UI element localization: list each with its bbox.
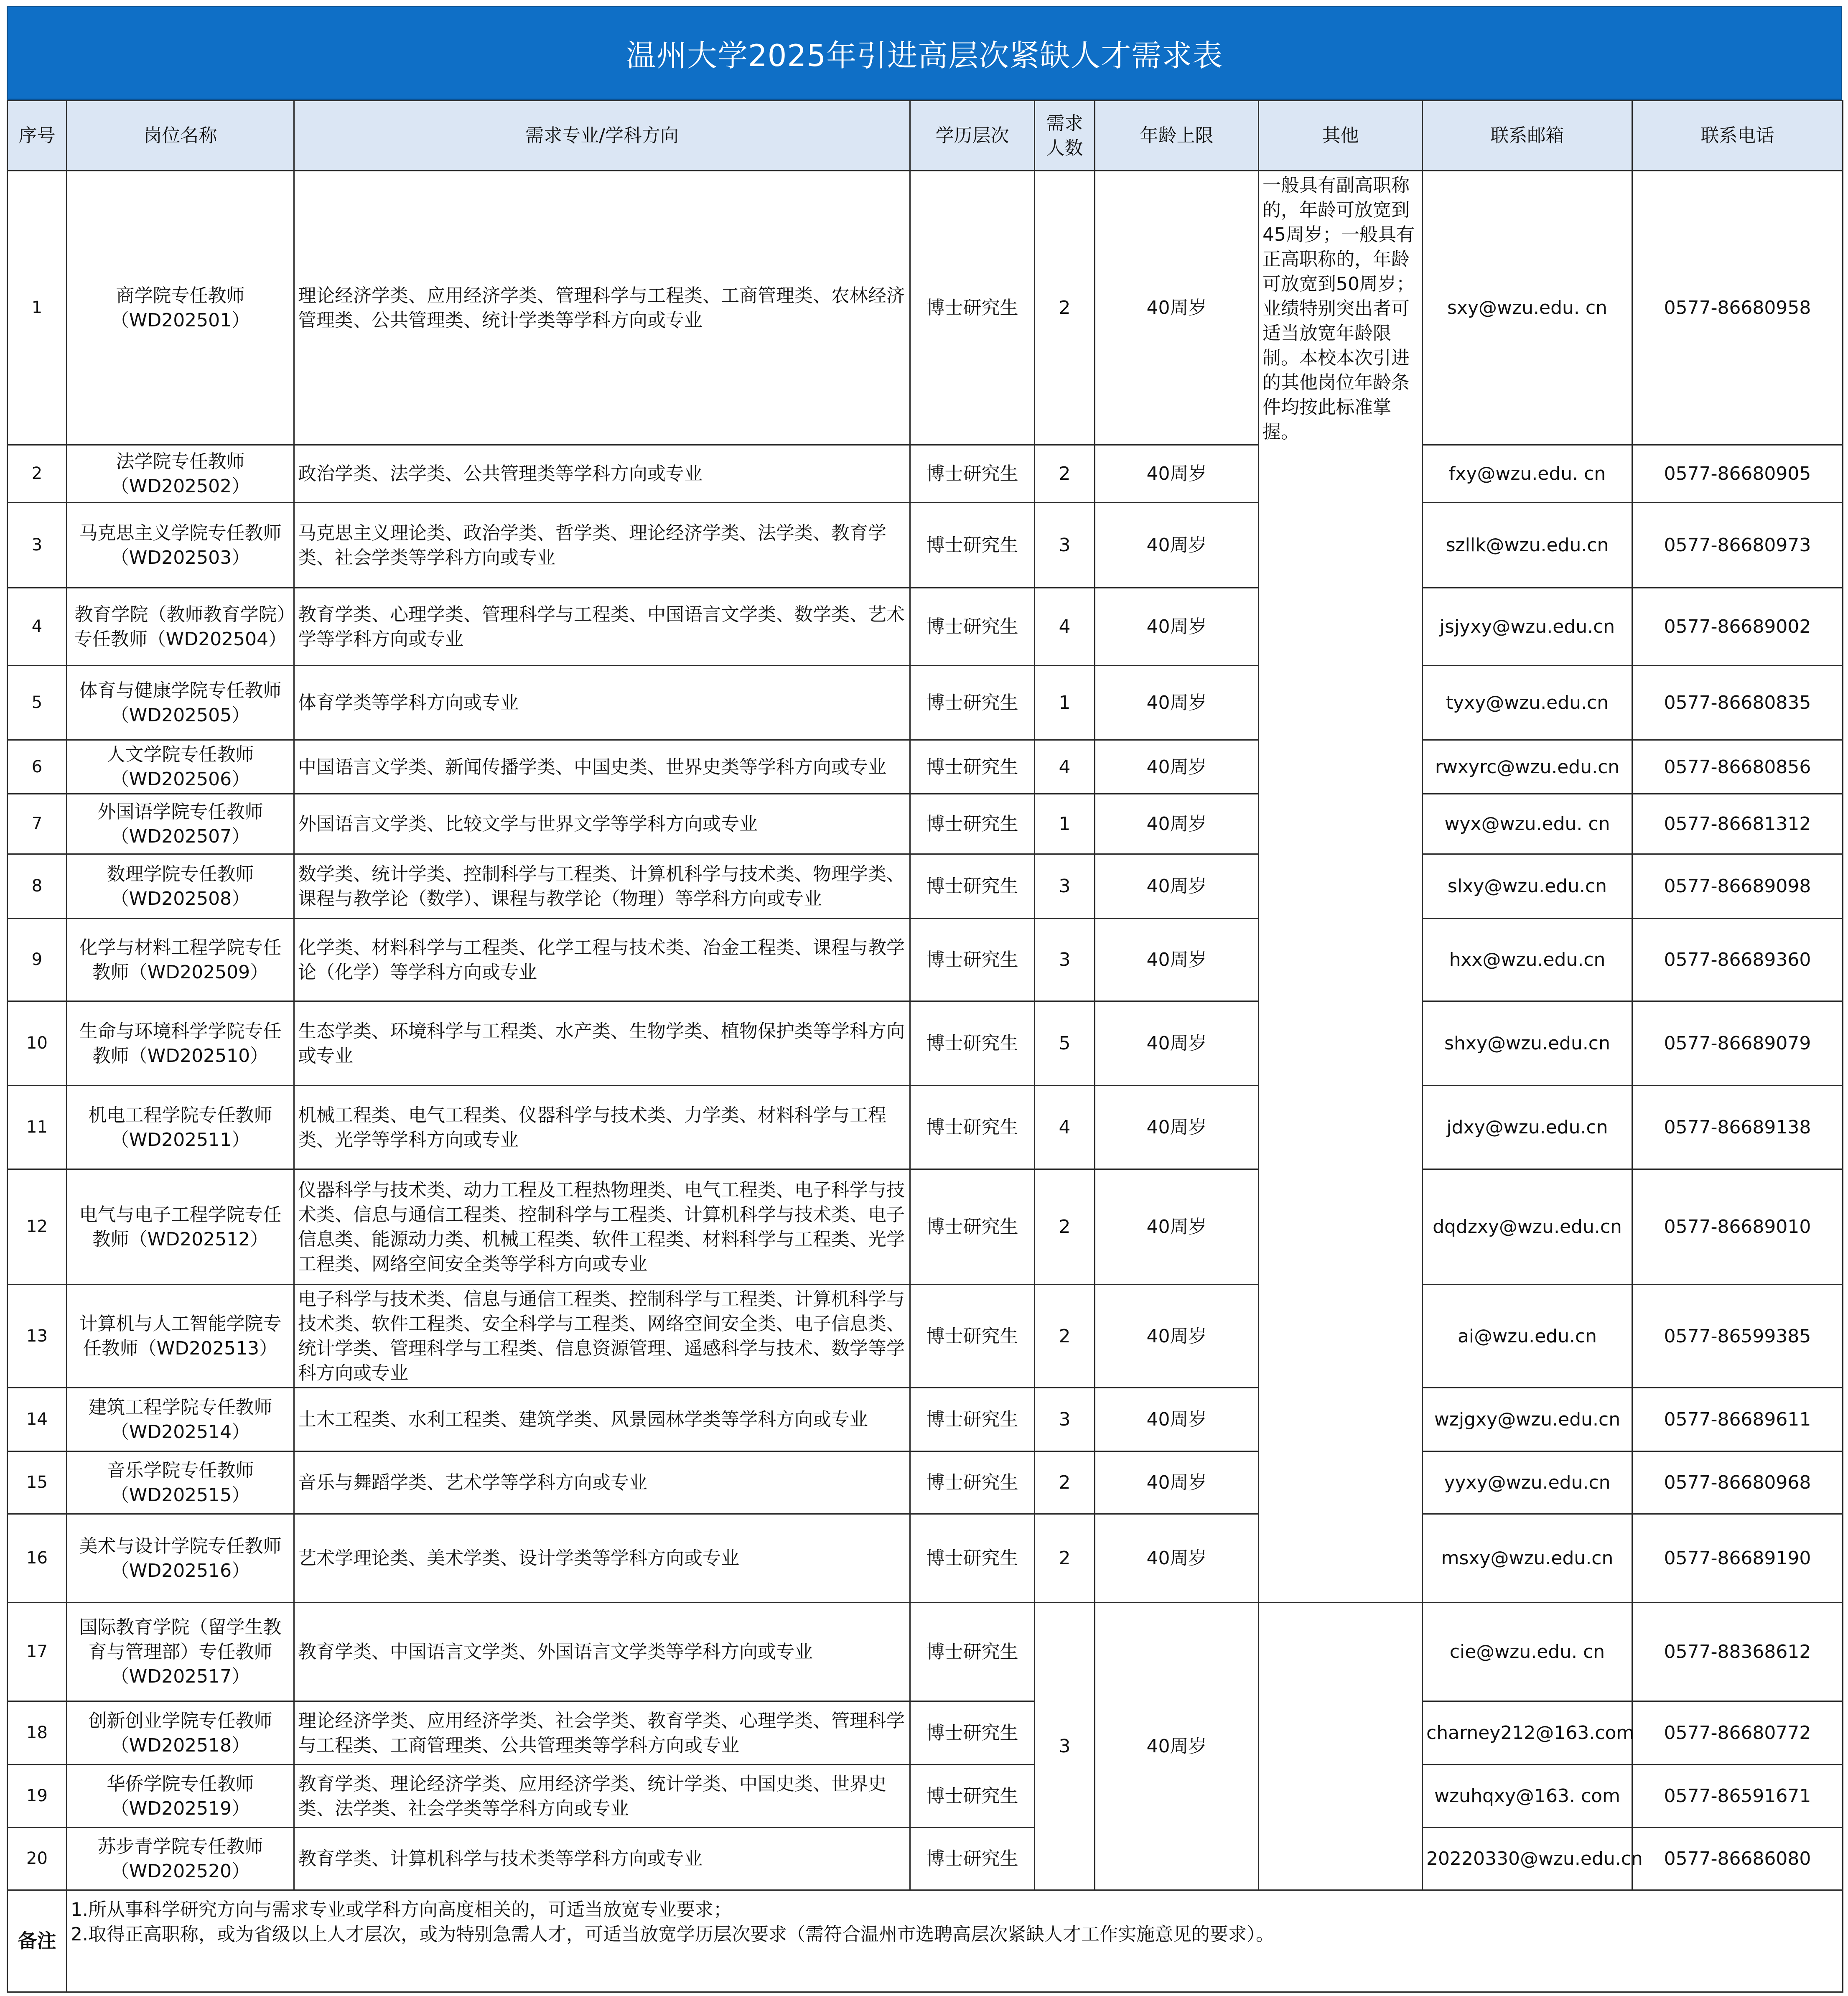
- required-majors: 教育学类、理论经济学类、应用经济学类、统计学类、中国史类、世界史类、法学类、社会学类等学科方向或专业: [294, 1765, 910, 1828]
- position-name: 美术与设计学院专任教师（WD202516）: [67, 1514, 294, 1603]
- contact-email: shxy@wzu.edu.cn: [1423, 1001, 1632, 1086]
- contact-phone: 0577-86689611: [1632, 1388, 1843, 1451]
- contact-email: dqdzxy@wzu.edu.cn: [1423, 1169, 1632, 1285]
- degree-level: 博士研究生: [910, 1169, 1035, 1285]
- age-limit: 40周岁: [1095, 171, 1259, 445]
- degree-level: 博士研究生: [910, 740, 1035, 794]
- row-number: 9: [8, 919, 67, 1001]
- remarks-label: 备注: [8, 1890, 67, 1992]
- age-limit: 40周岁: [1095, 445, 1259, 503]
- row-number: 1: [8, 171, 67, 445]
- required-majors: 仪器科学与技术类、动力工程及工程热物理类、电气工程类、电子科学与技术类、信息与通信工程类、控制科学与工程类、计算机科学与技术类、电子信息类、能源动力类、机械工程类、软件工程类、材料科学与工程类、光学工程类、网络空间安全类等学科方向或专业: [294, 1169, 910, 1285]
- required-majors: 机械工程类、电气工程类、仪器科学与技术类、力学类、材料科学与工程类、光学等学科方向或专业: [294, 1086, 910, 1169]
- row-number: 11: [8, 1086, 67, 1169]
- position-name: 法学院专任教师（WD202502）: [67, 445, 294, 503]
- table-row: [8, 1388, 1843, 1451]
- required-majors: 理论经济学类、应用经济学类、管理科学与工程类、工商管理类、农林经济管理类、公共管理类、统计学类等学科方向或专业: [294, 171, 910, 445]
- required-count: 2: [1035, 1285, 1095, 1388]
- contact-phone: 0577-86681312: [1632, 794, 1843, 854]
- contact-email: fxy@wzu.edu. cn: [1423, 445, 1632, 503]
- degree-level: 博士研究生: [910, 854, 1035, 919]
- position-name: 华侨学院专任教师（WD202519）: [67, 1765, 294, 1828]
- contact-email: wzjgxy@wzu.edu.cn: [1423, 1388, 1632, 1451]
- row-number: 8: [8, 854, 67, 919]
- required-count-merged: 3: [1035, 1603, 1095, 1890]
- table-row: [8, 854, 1843, 919]
- position-name: 音乐学院专任教师（WD202515）: [67, 1451, 294, 1514]
- row-number: 17: [8, 1603, 67, 1701]
- row-number: 14: [8, 1388, 67, 1451]
- document: [7, 6, 1842, 1993]
- required-count: 3: [1035, 919, 1095, 1001]
- row-number: 16: [8, 1514, 67, 1603]
- contact-phone: 0577-86689138: [1632, 1086, 1843, 1169]
- remarks-line-1: 1.所从事科学研究方向与需求专业或学科方向高度相关的，可适当放宽专业要求；: [71, 1899, 732, 1920]
- required-majors: 生态学类、环境科学与工程类、水产类、生物学类、植物保护类等学科方向或专业: [294, 1001, 910, 1086]
- required-count: 4: [1035, 1086, 1095, 1169]
- row-number: 10: [8, 1001, 67, 1086]
- position-name: 创新创业学院专任教师（WD202518）: [67, 1701, 294, 1765]
- contact-email: wyx@wzu.edu. cn: [1423, 794, 1632, 854]
- required-count: 3: [1035, 854, 1095, 919]
- degree-level: 博士研究生: [910, 666, 1035, 740]
- age-limit: 40周岁: [1095, 1451, 1259, 1514]
- position-name: 生命与环境科学学院专任教师（WD202510）: [67, 1001, 294, 1086]
- table-row: [8, 1701, 1843, 1765]
- contact-phone: 0577-86680973: [1632, 503, 1843, 588]
- remarks-text: [67, 1890, 1843, 1992]
- row-number: 19: [8, 1765, 67, 1828]
- header-row: [8, 101, 1843, 171]
- table-body: [8, 171, 1843, 1992]
- degree-level: 博士研究生: [910, 171, 1035, 445]
- age-limit: 40周岁: [1095, 666, 1259, 740]
- table-row: [8, 1765, 1843, 1828]
- document-title: 温州大学2025年引进高层次紧缺人才需求表: [626, 38, 1223, 73]
- required-majors: 政治学类、法学类、公共管理类等学科方向或专业: [294, 445, 910, 503]
- table-row: [8, 503, 1843, 588]
- header-age: 年龄上限: [1095, 101, 1259, 171]
- contact-phone: 0577-86680968: [1632, 1451, 1843, 1514]
- contact-phone: 0577-86689010: [1632, 1169, 1843, 1285]
- position-name: 商学院专任教师（WD202501）: [67, 171, 294, 445]
- required-count: 2: [1035, 171, 1095, 445]
- degree-level: 博士研究生: [910, 1514, 1035, 1603]
- position-name: 电气与电子工程学院专任教师（WD202512）: [67, 1169, 294, 1285]
- contact-phone: 0577-86599385: [1632, 1285, 1843, 1388]
- table-row: [8, 794, 1843, 854]
- row-number: 2: [8, 445, 67, 503]
- age-limit: 40周岁: [1095, 1285, 1259, 1388]
- required-count: 2: [1035, 1169, 1095, 1285]
- contact-email: jdxy@wzu.edu.cn: [1423, 1086, 1632, 1169]
- degree-level: 博士研究生: [910, 1603, 1035, 1701]
- age-limit: 40周岁: [1095, 503, 1259, 588]
- table-row: [8, 740, 1843, 794]
- position-name: 马克思主义学院专任教师（WD202503）: [67, 503, 294, 588]
- required-majors: 电子科学与技术类、信息与通信工程类、控制科学与工程类、计算机科学与技术类、软件工程类、安全科学与工程类、网络空间安全类、电子信息类、统计学类、管理科学与工程类、信息资源管理、遥感科学与技术、数学等学科方向或专业: [294, 1285, 910, 1388]
- age-limit: 40周岁: [1095, 1086, 1259, 1169]
- contact-email: ai@wzu.edu.cn: [1423, 1285, 1632, 1388]
- row-number: 18: [8, 1701, 67, 1765]
- required-count: 3: [1035, 503, 1095, 588]
- contact-phone: 0577-86591671: [1632, 1765, 1843, 1828]
- table-row: [8, 1285, 1843, 1388]
- table-row: [8, 666, 1843, 740]
- required-count: 1: [1035, 794, 1095, 854]
- contact-email: 20220330@wzu.edu.cn: [1423, 1828, 1632, 1890]
- required-count: 2: [1035, 1514, 1095, 1603]
- age-limit: 40周岁: [1095, 1001, 1259, 1086]
- table-row: [8, 1086, 1843, 1169]
- required-count: 4: [1035, 588, 1095, 666]
- row-number: 6: [8, 740, 67, 794]
- row-number: 4: [8, 588, 67, 666]
- position-name: 化学与材料工程学院专任教师（WD202509）: [67, 919, 294, 1001]
- contact-email: hxx@wzu.edu.cn: [1423, 919, 1632, 1001]
- contact-phone: 0577-86680905: [1632, 445, 1843, 503]
- row-number: 3: [8, 503, 67, 588]
- required-majors: 中国语言文学类、新闻传播学类、中国史类、世界史类等学科方向或专业: [294, 740, 910, 794]
- age-limit: 40周岁: [1095, 919, 1259, 1001]
- table-row: [8, 588, 1843, 666]
- required-majors: 外国语言文学类、比较文学与世界文学等学科方向或专业: [294, 794, 910, 854]
- table-row: [8, 1169, 1843, 1285]
- age-limit: 40周岁: [1095, 1388, 1259, 1451]
- header-other: 其他: [1259, 101, 1423, 171]
- age-limit-merged: 40周岁: [1095, 1603, 1259, 1890]
- position-name: 教育学院（教师教育学院）专任教师（WD202504）: [67, 588, 294, 666]
- contact-email: tyxy@wzu.edu.cn: [1423, 666, 1632, 740]
- position-name: 建筑工程学院专任教师（WD202514）: [67, 1388, 294, 1451]
- required-count: 2: [1035, 445, 1095, 503]
- degree-level: 博士研究生: [910, 1388, 1035, 1451]
- age-limit: 40周岁: [1095, 740, 1259, 794]
- contact-email: jsjyxy@wzu.edu.cn: [1423, 588, 1632, 666]
- table-row: [8, 1514, 1843, 1603]
- degree-level: 博士研究生: [910, 794, 1035, 854]
- position-name: 外国语学院专任教师（WD202507）: [67, 794, 294, 854]
- required-majors: 教育学类、中国语言文学类、外国语言文学类等学科方向或专业: [294, 1603, 910, 1701]
- contact-email: rwxyrc@wzu.edu.cn: [1423, 740, 1632, 794]
- remarks-row: [8, 1890, 1843, 1992]
- contact-phone: 0577-86689002: [1632, 588, 1843, 666]
- contact-phone: 0577-86689098: [1632, 854, 1843, 919]
- header-majors: 需求专业/学科方向: [294, 101, 910, 171]
- required-majors: 教育学类、计算机科学与技术类等学科方向或专业: [294, 1828, 910, 1890]
- position-name: 体育与健康学院专任教师（WD202505）: [67, 666, 294, 740]
- contact-email: yyxy@wzu.edu.cn: [1423, 1451, 1632, 1514]
- degree-level: 博士研究生: [910, 588, 1035, 666]
- position-name: 人文学院专任教师（WD202506）: [67, 740, 294, 794]
- other-conditions: 一般具有副高职称的，年龄可放宽到45周岁；一般具有正高职称的，年龄可放宽到50周岁；业绩特别突出者可适当放宽年龄限制。本校本次引进的其他岗位年龄条件均按此标准掌握。: [1259, 171, 1423, 1603]
- required-count: 5: [1035, 1001, 1095, 1086]
- contact-phone: 0577-86680772: [1632, 1701, 1843, 1765]
- row-number: 15: [8, 1451, 67, 1514]
- contact-phone: 0577-86686080: [1632, 1828, 1843, 1890]
- contact-email: wzuhqxy@163. com: [1423, 1765, 1632, 1828]
- contact-phone: 0577-88368612: [1632, 1603, 1843, 1701]
- required-majors: 体育学类等学科方向或专业: [294, 666, 910, 740]
- row-number: 7: [8, 794, 67, 854]
- contact-email: cie@wzu.edu. cn: [1423, 1603, 1632, 1701]
- header-email: 联系邮箱: [1423, 101, 1632, 171]
- table-row: [8, 1001, 1843, 1086]
- age-limit: 40周岁: [1095, 794, 1259, 854]
- required-majors: 音乐与舞蹈学类、艺术学等学科方向或专业: [294, 1451, 910, 1514]
- table-row: [8, 445, 1843, 503]
- required-majors: 土木工程类、水利工程类、建筑学类、风景园林学类等学科方向或专业: [294, 1388, 910, 1451]
- contact-email: szllk@wzu.edu.cn: [1423, 503, 1632, 588]
- header-count: 需求人数: [1035, 101, 1095, 171]
- contact-phone: 0577-86680958: [1632, 171, 1843, 445]
- position-name: 数理学院专任教师（WD202508）: [67, 854, 294, 919]
- contact-phone: 0577-86689190: [1632, 1514, 1843, 1603]
- degree-level: 博士研究生: [910, 1285, 1035, 1388]
- degree-level: 博士研究生: [910, 1086, 1035, 1169]
- required-count: 4: [1035, 740, 1095, 794]
- demand-table: [7, 100, 1843, 1993]
- degree-level: 博士研究生: [910, 503, 1035, 588]
- header-position: 岗位名称: [67, 101, 294, 171]
- contact-email: charney212@163.com: [1423, 1701, 1632, 1765]
- age-limit: 40周岁: [1095, 1169, 1259, 1285]
- contact-email: msxy@wzu.edu.cn: [1423, 1514, 1632, 1603]
- degree-level: 博士研究生: [910, 1001, 1035, 1086]
- contact-email: slxy@wzu.edu.cn: [1423, 854, 1632, 919]
- degree-level: 博士研究生: [910, 445, 1035, 503]
- remarks-line-2: 2.取得正高职称，或为省级以上人才层次，或为特别急需人才，可适当放宽学历层次要求（需符合温州市选聘高层次紧缺人才工作实施意见的要求）。: [71, 1924, 1274, 1945]
- contact-phone: 0577-86680835: [1632, 666, 1843, 740]
- table-row: [8, 1451, 1843, 1514]
- age-limit: 40周岁: [1095, 854, 1259, 919]
- row-number: 12: [8, 1169, 67, 1285]
- required-majors: 教育学类、心理学类、管理科学与工程类、中国语言文学类、数学类、艺术学等学科方向或专业: [294, 588, 910, 666]
- required-majors: 马克思主义理论类、政治学类、哲学类、理论经济学类、法学类、教育学类、社会学类等学科方向或专业: [294, 503, 910, 588]
- contact-phone: 0577-86689079: [1632, 1001, 1843, 1086]
- required-count: 1: [1035, 666, 1095, 740]
- position-name: 计算机与人工智能学院专任教师（WD202513）: [67, 1285, 294, 1388]
- age-limit: 40周岁: [1095, 588, 1259, 666]
- table-row: [8, 171, 1843, 445]
- required-majors: 化学类、材料科学与工程类、化学工程与技术类、冶金工程类、课程与教学论（化学）等学科方向或专业: [294, 919, 910, 1001]
- position-name: 苏步青学院专任教师（WD202520）: [67, 1828, 294, 1890]
- required-count: 2: [1035, 1451, 1095, 1514]
- degree-level: 博士研究生: [910, 1828, 1035, 1890]
- degree-level: 博士研究生: [910, 919, 1035, 1001]
- other-conditions-empty: [1259, 1603, 1423, 1890]
- table-row: [8, 1603, 1843, 1701]
- contact-phone: 0577-86689360: [1632, 919, 1843, 1001]
- contact-email: sxy@wzu.edu. cn: [1423, 171, 1632, 445]
- degree-level: 博士研究生: [910, 1701, 1035, 1765]
- title-bar: [7, 6, 1842, 100]
- required-majors: 理论经济学类、应用经济学类、社会学类、教育学类、心理学类、管理科学与工程类、工商管理类、公共管理类等学科方向或专业: [294, 1701, 910, 1765]
- contact-phone: 0577-86680856: [1632, 740, 1843, 794]
- row-number: 13: [8, 1285, 67, 1388]
- table-row: [8, 1828, 1843, 1890]
- age-limit: 40周岁: [1095, 1514, 1259, 1603]
- row-number: 5: [8, 666, 67, 740]
- degree-level: 博士研究生: [910, 1765, 1035, 1828]
- header-no: 序号: [8, 101, 67, 171]
- required-majors: 数学类、统计学类、控制科学与工程类、计算机科学与技术类、物理学类、课程与教学论（数学）、课程与教学论（物理）等学科方向或专业: [294, 854, 910, 919]
- header-phone: 联系电话: [1632, 101, 1843, 171]
- position-name: 机电工程学院专任教师（WD202511）: [67, 1086, 294, 1169]
- required-count: 3: [1035, 1388, 1095, 1451]
- position-name: 国际教育学院（留学生教育与管理部）专任教师（WD202517）: [67, 1603, 294, 1701]
- row-number: 20: [8, 1828, 67, 1890]
- header-degree: 学历层次: [910, 101, 1035, 171]
- degree-level: 博士研究生: [910, 1451, 1035, 1514]
- table-row: [8, 919, 1843, 1001]
- required-majors: 艺术学理论类、美术学类、设计学类等学科方向或专业: [294, 1514, 910, 1603]
